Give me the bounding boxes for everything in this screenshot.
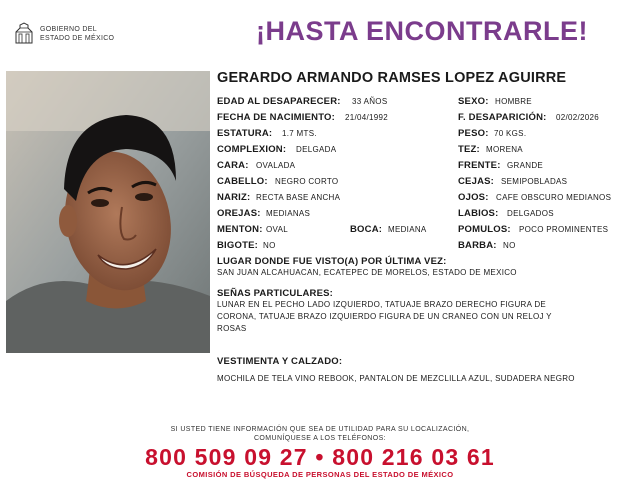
cejas-value: SEMIPOBLADAS [501, 177, 568, 186]
menton-value: OVAL [266, 225, 288, 234]
boca-label: BOCA: [350, 224, 383, 235]
frente-value: GRANDE [507, 161, 544, 170]
particulars-title: SEÑAS PARTICULARES: [217, 288, 334, 299]
labios-value: DELGADOS [507, 209, 554, 218]
cara-value: OVALADA [256, 161, 296, 170]
complexion-value: DELGADA [296, 145, 337, 154]
barba-label: BARBA: [458, 240, 497, 251]
edad-value: 33 AÑOS [352, 97, 388, 106]
peso-label: PESO: [458, 128, 489, 139]
last-seen-title: LUGAR DONDE FUE VISTO(A) POR ÚLTIMA VEZ: [217, 256, 447, 267]
last-seen-text: SAN JUAN ALCAHUACAN, ECATEPEC DE MORELOS, ESTADO DE MEXICO [217, 268, 517, 277]
cabello-value: NEGRO CORTO [275, 177, 339, 186]
clothing-title: VESTIMENTA Y CALZADO: [217, 356, 343, 367]
nacimiento-label: FECHA DE NACIMIENTO: [217, 112, 335, 123]
nariz-value: RECTA BASE ANCHA [256, 193, 341, 202]
contact-phones: 800 509 09 27 • 800 216 03 61 [145, 444, 495, 470]
ojos-value: CAFE OBSCURO MEDIANOS [496, 193, 612, 202]
state-seal-icon [12, 22, 36, 44]
cejas-label: CEJAS: [458, 176, 495, 187]
pomulos-label: POMULOS: [458, 224, 511, 235]
menton-label: MENTON: [217, 224, 263, 235]
gov-name-line2: ESTADO DE MÉXICO [40, 35, 115, 42]
tez-value: MORENA [486, 145, 523, 154]
commission-name: COMISIÓN DE BÚSQUEDA DE PERSONAS DEL ESTADO DE MÉXICO [186, 470, 454, 479]
tez-label: TEZ: [458, 144, 480, 155]
cabello-label: CABELLO: [217, 176, 268, 187]
edad-label: EDAD AL DESAPARECER: [217, 96, 341, 107]
ojos-label: OJOS: [458, 192, 489, 203]
footer-info-line2: COMUNÍQUESE A LOS TELÉFONOS: [253, 435, 387, 442]
frente-label: FRENTE: [458, 160, 501, 171]
gov-name-line1: GOBIERNO DEL [40, 26, 97, 33]
particulars-line1: LUNAR EN EL PECHO LADO IZQUIERDO, TATUAJE BRAZO DERECHO FIGURA DE [217, 300, 547, 309]
person-name: GERARDO ARMANDO RAMSES LOPEZ AGUIRRE [217, 70, 567, 86]
bigote-label: BIGOTE: [217, 240, 258, 251]
estatura-value: 1.7 MTS. [282, 129, 317, 138]
pomulos-value: POCO PROMINENTES [519, 225, 609, 234]
bigote-value: NO [263, 241, 276, 250]
page-headline: ¡HASTA ENCONTRARLE! [256, 16, 588, 46]
nacimiento-value: 21/04/1992 [345, 113, 389, 122]
orejas-label: OREJAS: [217, 208, 261, 219]
peso-value: 70 KGS. [494, 129, 527, 138]
desaparicion-label: F. DESAPARICIÓN: [458, 112, 547, 123]
orejas-value: MEDIANAS [266, 209, 311, 218]
sexo-value: HOMBRE [495, 97, 532, 106]
particulars-line3: ROSAS [217, 324, 247, 333]
desaparicion-value: 02/02/2026 [556, 113, 600, 122]
barba-value: NO [503, 241, 516, 250]
clothing-text: MOCHILA DE TELA VINO REBOOK, PANTALON DE MEZCLILLA AZUL, SUDADERA NEGRO [217, 374, 575, 383]
footer-info-line1: SI USTED TIENE INFORMACIÓN QUE SEA DE UTILIDAD PARA SU LOCALIZACIÓN, [170, 426, 470, 433]
complexion-label: COMPLEXION: [217, 144, 287, 155]
boca-value: MEDIANA [388, 225, 427, 234]
particulars-line2: CORONA, TATUAJE BRAZO IZQUIERDO FIGURA DE UN CRANEO CON UN RELOJ Y [217, 312, 552, 321]
person-photo [6, 71, 210, 353]
sexo-label: SEXO: [458, 96, 489, 107]
labios-label: LABIOS: [458, 208, 499, 219]
estatura-label: ESTATURA: [217, 128, 273, 139]
nariz-label: NARIZ: [217, 192, 251, 203]
cara-label: CARA: [217, 160, 249, 171]
